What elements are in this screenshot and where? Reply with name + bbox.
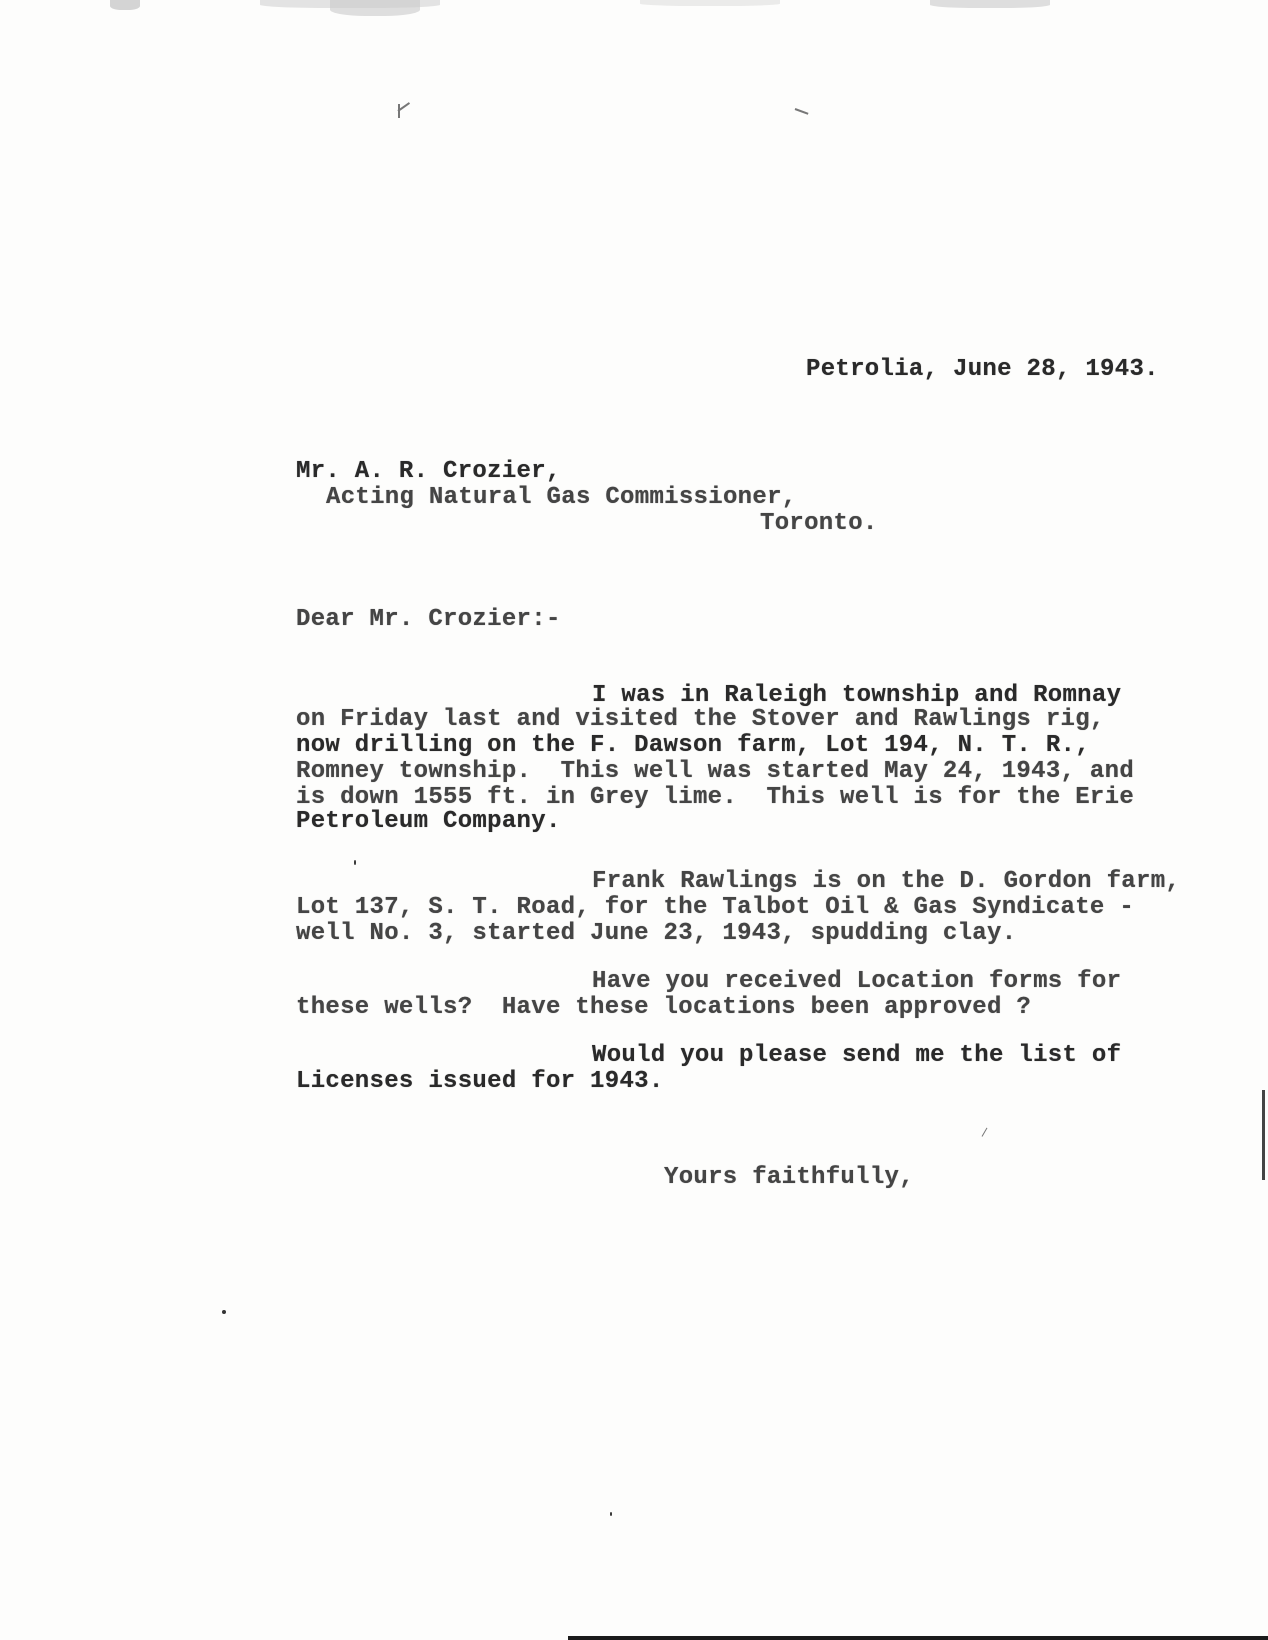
body-line: is down 1555 ft. in Grey lime. This well is for the Erie xyxy=(296,784,1135,811)
body-line: now drilling on the F. Dawson farm, Lot 194, N. T. R., xyxy=(296,732,1090,759)
scan-speck xyxy=(354,860,356,865)
scan-mark xyxy=(795,108,809,115)
scan-bottom-edge xyxy=(568,1636,1268,1640)
salutation: Dear Mr. Crozier:- xyxy=(296,606,561,633)
body-line: well No. 3, started June 23, 1943, spudding clay. xyxy=(296,920,1017,947)
closing: Yours faithfully, xyxy=(664,1164,914,1191)
body-line: on Friday last and visited the Stover and Rawlings rig, xyxy=(296,706,1105,733)
scan-mark xyxy=(982,1128,988,1137)
scan-mark xyxy=(398,104,400,118)
body-line: Petroleum Company. xyxy=(296,808,561,835)
recipient-name: Mr. A. R. Crozier, xyxy=(296,458,561,485)
body-line: Licenses issued for 1943. xyxy=(296,1068,664,1095)
body-line: Romney township. This well was started May 24, 1943, and xyxy=(296,758,1135,785)
recipient-city: Toronto. xyxy=(760,510,878,537)
recipient-title: Acting Natural Gas Commissioner, xyxy=(326,484,797,511)
body-line: Lot 137, S. T. Road, for the Talbot Oil & Gas Syndicate - xyxy=(296,894,1135,921)
scan-speck xyxy=(222,1310,226,1314)
body-line: these wells? Have these locations been approved ? xyxy=(296,994,1032,1021)
dateline: Petrolia, June 28, 1943. xyxy=(806,356,1159,383)
scan-edge-artifact xyxy=(640,0,780,6)
body-line: I was in Raleigh township and Romnay xyxy=(592,682,1122,709)
body-line: Would you please send me the list of xyxy=(592,1042,1122,1069)
scan-edge-artifact xyxy=(110,0,140,10)
body-line: Have you received Location forms for xyxy=(592,968,1122,995)
scan-edge-artifact xyxy=(330,0,420,16)
body-line: Frank Rawlings is on the D. Gordon farm, xyxy=(592,868,1181,895)
scan-edge-artifact xyxy=(930,0,1050,8)
scan-speck xyxy=(610,1512,612,1516)
scan-edge-mark xyxy=(1262,1090,1265,1180)
